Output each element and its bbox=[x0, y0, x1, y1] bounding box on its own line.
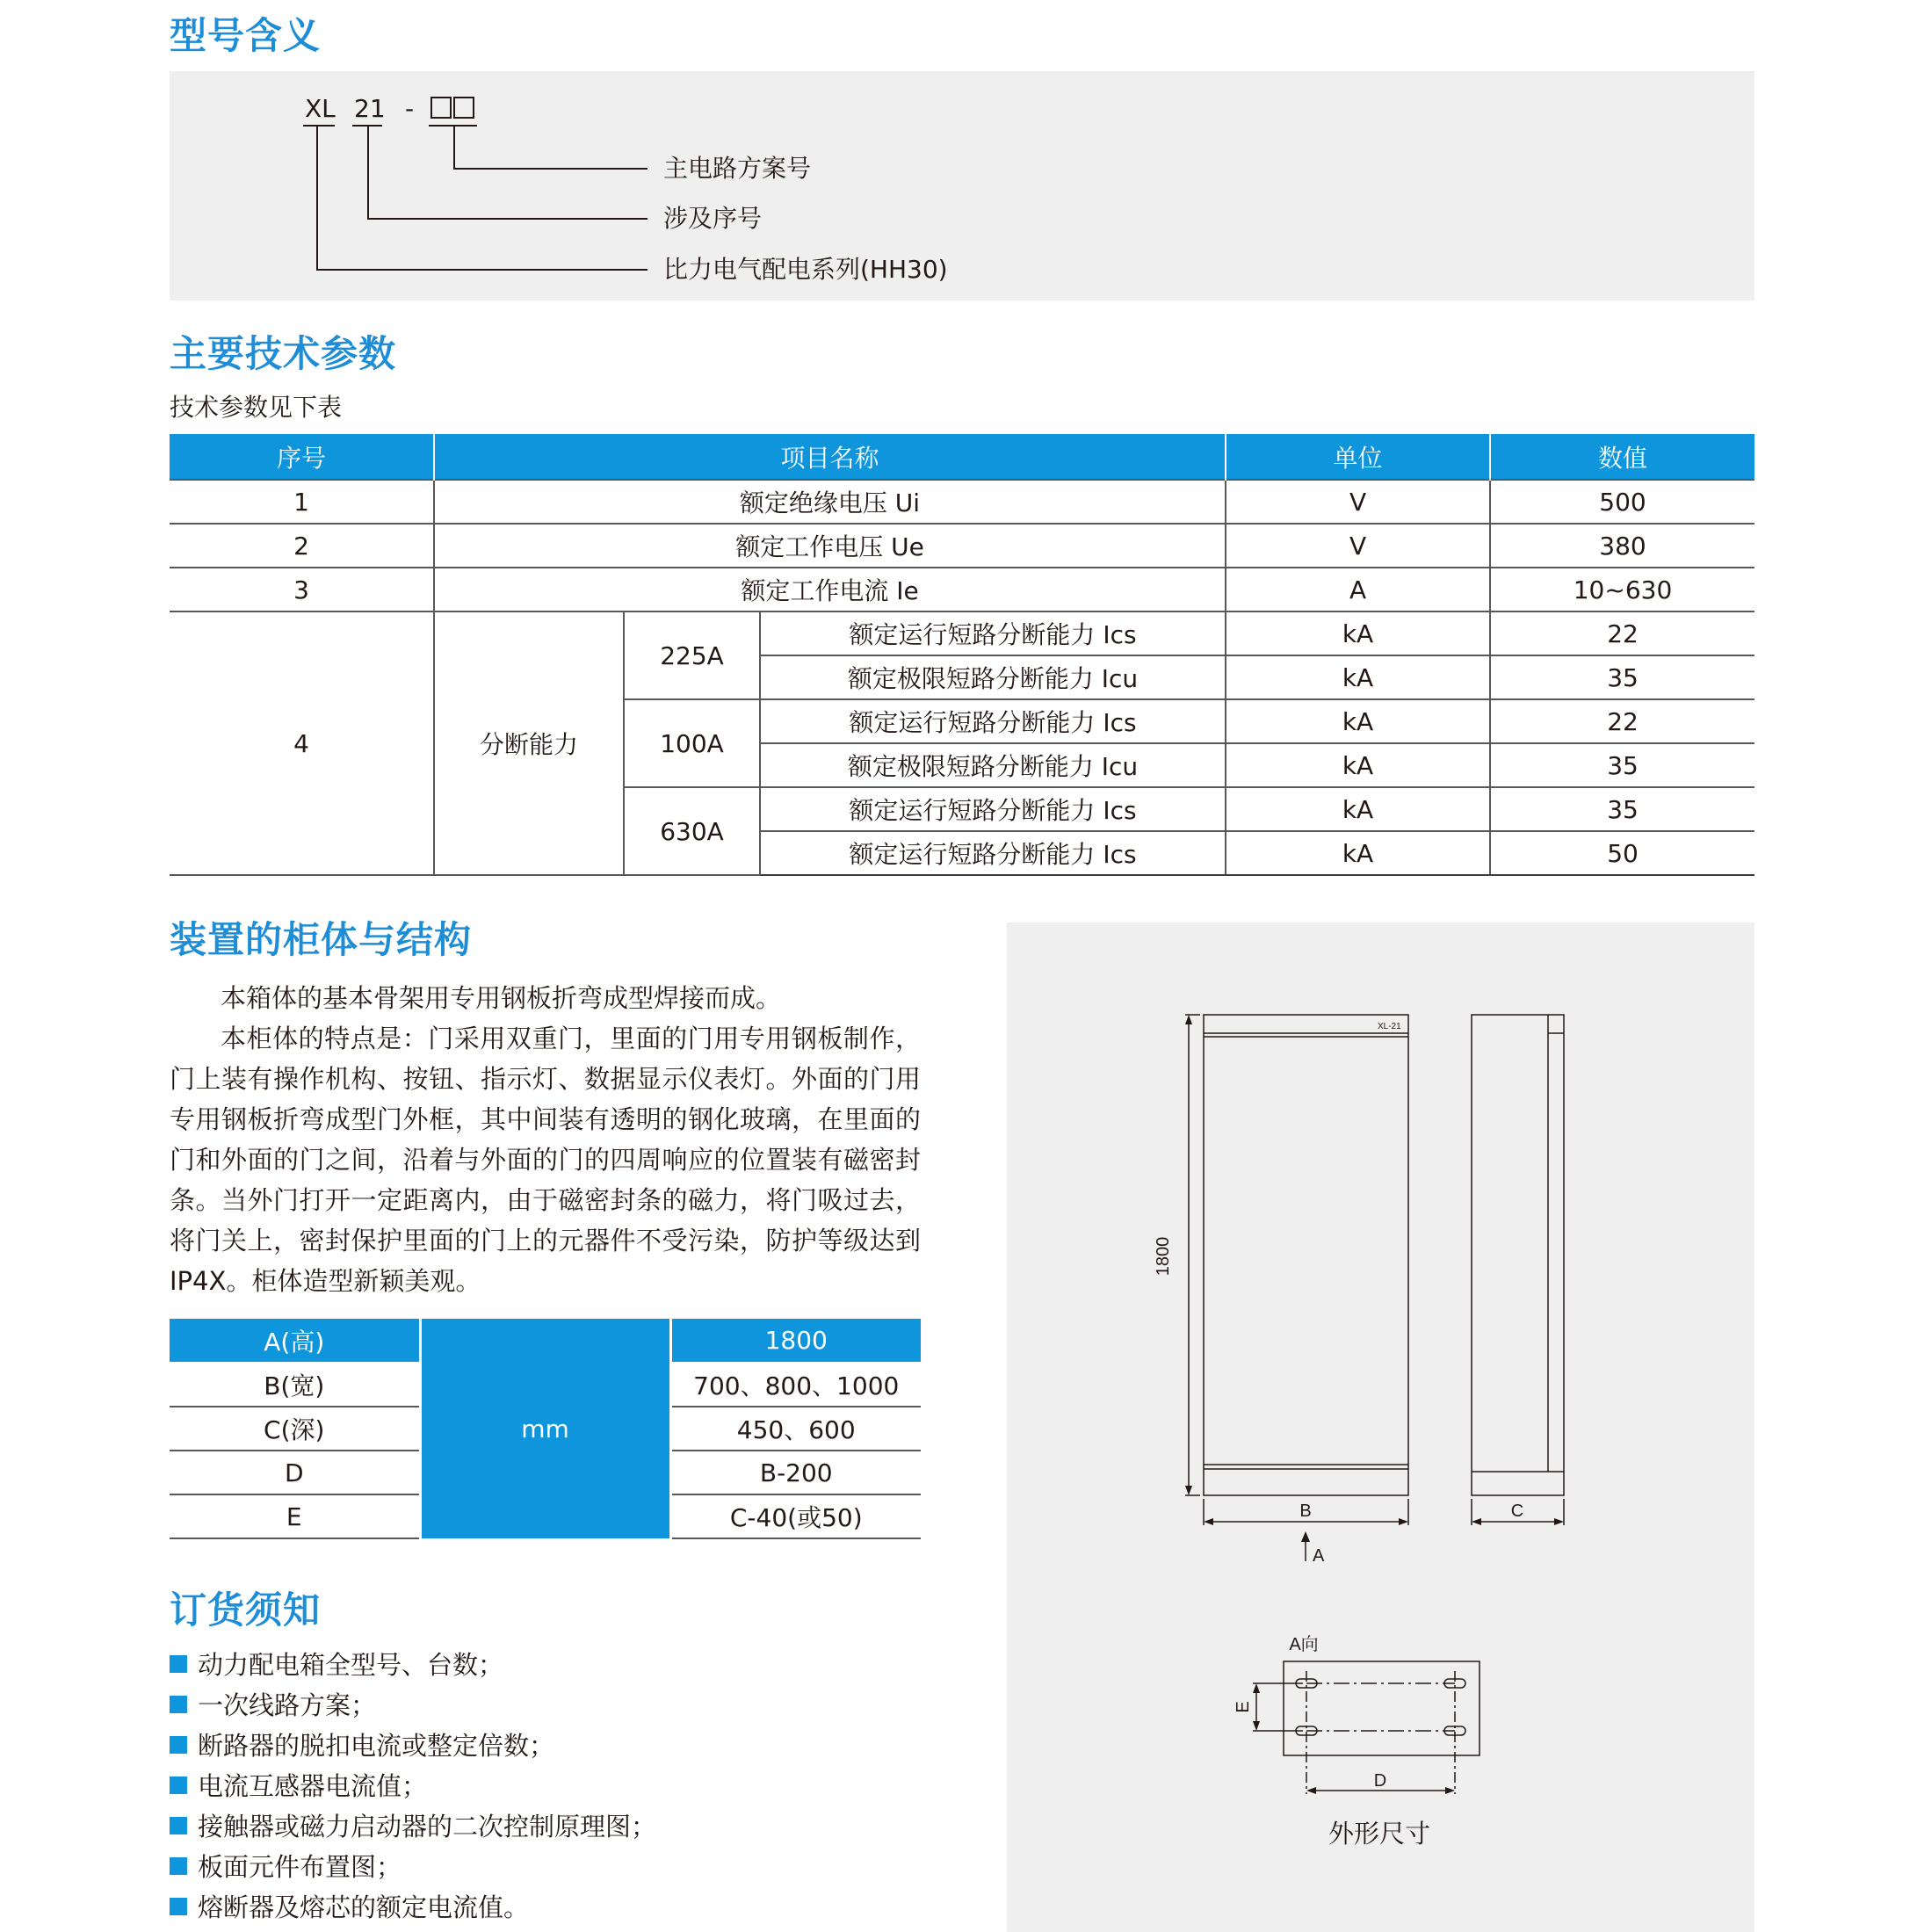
params-title: 主要技术参数 bbox=[170, 332, 397, 375]
cell-value: 50 bbox=[1490, 831, 1754, 875]
dim-value: 450、600 bbox=[670, 1407, 921, 1451]
cell-name: 额定运行短路分断能力 Ics bbox=[760, 699, 1226, 743]
list-item bbox=[170, 1888, 529, 1924]
model-code-box-1 bbox=[430, 97, 452, 119]
cell-unit: kA bbox=[1226, 743, 1490, 787]
d-arrow-right bbox=[1445, 1787, 1455, 1794]
outline-drawing-panel bbox=[1007, 923, 1754, 1932]
cell-no: 3 bbox=[170, 568, 434, 611]
dim-value: B-200 bbox=[670, 1451, 921, 1494]
cell-name: 额定运行短路分断能力 Ics bbox=[760, 831, 1226, 875]
leader-horizontal-2 bbox=[367, 218, 648, 220]
cell-breaking-group: 分断能力 bbox=[434, 611, 624, 875]
structure-title: 装置的柜体与结构 bbox=[170, 918, 473, 961]
cell-unit: kA bbox=[1226, 699, 1490, 743]
height-label: 1800 bbox=[1154, 1236, 1173, 1277]
header-no: 序号 bbox=[170, 434, 434, 480]
bullet-square-icon bbox=[170, 1696, 187, 1713]
list-item bbox=[170, 1807, 656, 1843]
table-row bbox=[170, 611, 1754, 655]
plan-view-label: A向 bbox=[1289, 1635, 1319, 1654]
leader-horizontal-1 bbox=[453, 168, 648, 170]
header-value: 数值 bbox=[1490, 434, 1754, 480]
cell-name: 额定工作电压 Ue bbox=[434, 524, 1226, 568]
table-row bbox=[170, 524, 1754, 568]
height-arrow-top bbox=[1185, 1015, 1192, 1024]
table-row bbox=[170, 480, 1754, 524]
cell-value: 10~630 bbox=[1490, 568, 1754, 611]
leader-horizontal-3 bbox=[316, 269, 648, 271]
view-arrow-label: A bbox=[1313, 1546, 1325, 1566]
dim-unit: mm bbox=[420, 1319, 670, 1538]
params-table bbox=[170, 434, 1754, 876]
model-meaning-title: 型号含义 bbox=[170, 14, 322, 57]
view-arrow-head bbox=[1301, 1531, 1310, 1542]
cell-name: 额定绝缘电压 Ui bbox=[434, 480, 1226, 524]
cell-unit: kA bbox=[1226, 611, 1490, 655]
table-row bbox=[170, 1319, 921, 1363]
cell-unit: V bbox=[1226, 480, 1490, 524]
list-item bbox=[170, 1686, 376, 1722]
drawing-caption: 外形尺寸 bbox=[1328, 1819, 1431, 1849]
order-item-text: 一次线路方案； bbox=[198, 1690, 377, 1720]
leader-vertical-1 bbox=[453, 127, 455, 170]
bullet-square-icon bbox=[170, 1898, 187, 1915]
cell-no: 1 bbox=[170, 480, 434, 524]
dimensions-table bbox=[170, 1319, 921, 1539]
cell-no: 4 bbox=[170, 611, 434, 875]
model-code-box-2 bbox=[453, 97, 474, 119]
model-code-21: 21 bbox=[354, 94, 386, 123]
list-item bbox=[170, 1848, 402, 1884]
width-arrow-right bbox=[1399, 1518, 1408, 1525]
bullet-square-icon bbox=[170, 1655, 187, 1673]
width-label: B bbox=[1299, 1501, 1312, 1521]
bullet-square-icon bbox=[170, 1857, 187, 1875]
cell-value: 35 bbox=[1490, 655, 1754, 699]
structure-paragraph-1: 本箱体的基本骨架用专用钢板折弯成型焊接而成。 bbox=[221, 983, 782, 1013]
e-arrow-bottom bbox=[1253, 1721, 1260, 1731]
e-arrow-top bbox=[1253, 1683, 1260, 1693]
legend-main-circuit: 主电路方案号 bbox=[663, 154, 812, 183]
depth-arrow-left bbox=[1472, 1518, 1481, 1525]
d-label: D bbox=[1373, 1771, 1387, 1791]
cell-rating-current: 630A bbox=[624, 787, 760, 875]
dim-label: A(高) bbox=[170, 1319, 420, 1363]
cell-name: 额定运行短路分断能力 Ics bbox=[760, 787, 1226, 831]
header-unit: 单位 bbox=[1226, 434, 1490, 480]
leader-vertical-2 bbox=[367, 127, 369, 220]
cell-name: 额定运行短路分断能力 Ics bbox=[760, 611, 1226, 655]
bullet-square-icon bbox=[170, 1736, 187, 1754]
cell-value: 380 bbox=[1490, 524, 1754, 568]
cell-value: 35 bbox=[1490, 743, 1754, 787]
cell-unit: kA bbox=[1226, 831, 1490, 875]
cell-rating-current: 100A bbox=[624, 699, 760, 787]
cell-no: 2 bbox=[170, 524, 434, 568]
list-item bbox=[170, 1726, 554, 1762]
leader-vertical-3 bbox=[316, 127, 318, 271]
cell-name: 额定极限短路分断能力 Icu bbox=[760, 655, 1226, 699]
plan-view-outline bbox=[1284, 1661, 1480, 1755]
depth-arrow-right bbox=[1554, 1518, 1564, 1525]
table-row bbox=[170, 568, 1754, 611]
params-intro: 技术参数见下表 bbox=[170, 393, 343, 422]
header-item: 项目名称 bbox=[434, 434, 1226, 480]
cell-value: 500 bbox=[1490, 480, 1754, 524]
structure-paragraph-2: 本柜体的特点是：门采用双重门，里面的门用专用钢板制作，门上装有操作机构、按钮、指示灯、数据显示仪表灯。外面的门用专用钢板折弯成型门外框，其中间装有透明的钢化玻璃，在里面的门和外面的门之间，沿着与外面的门的四周响应的位置装有磁密封条。当外门打开一定距离内，由于磁密封条的磁力，将门吸过去，将门关上，密封保护里面的门上的元器件不受污染，防护等级达到 IP4X。柜体造型新颖美观。 bbox=[170, 1024, 921, 1296]
order-title: 订货须知 bbox=[170, 1588, 322, 1632]
legend-series: 比力电气配电系列(HH30) bbox=[663, 255, 948, 284]
cell-value: 22 bbox=[1490, 699, 1754, 743]
underline-xl bbox=[303, 125, 335, 127]
dim-value: 700、800、1000 bbox=[670, 1363, 921, 1407]
outline-drawing bbox=[1007, 923, 1754, 1932]
order-item-text: 熔断器及熔芯的额定电流值。 bbox=[198, 1892, 530, 1922]
model-meaning-panel bbox=[170, 71, 1754, 300]
list-item bbox=[170, 1767, 427, 1803]
width-arrow-left bbox=[1204, 1518, 1213, 1525]
dim-label: D bbox=[170, 1451, 420, 1494]
front-view-outline bbox=[1204, 1015, 1408, 1495]
bullet-square-icon bbox=[170, 1817, 187, 1834]
cell-unit: V bbox=[1226, 524, 1490, 568]
e-label: E bbox=[1234, 1701, 1253, 1713]
bullet-square-icon bbox=[170, 1776, 187, 1794]
cell-name: 额定工作电流 Ie bbox=[434, 568, 1226, 611]
order-item-text: 接触器或磁力启动器的二次控制原理图； bbox=[198, 1812, 657, 1842]
order-item-text: 动力配电箱全型号、台数； bbox=[198, 1650, 504, 1680]
d-arrow-left bbox=[1306, 1787, 1316, 1794]
cell-unit: A bbox=[1226, 568, 1490, 611]
dim-label: C(深) bbox=[170, 1407, 420, 1451]
nameplate-label: XL-21 bbox=[1378, 1022, 1401, 1031]
dim-value: 1800 bbox=[670, 1319, 921, 1363]
order-item-text: 电流互感器电流值； bbox=[198, 1771, 428, 1801]
cell-rating-current: 225A bbox=[624, 611, 760, 699]
depth-label: C bbox=[1510, 1501, 1524, 1521]
legend-design-number: 涉及序号 bbox=[663, 204, 763, 233]
list-item bbox=[170, 1646, 503, 1682]
side-view-outline bbox=[1472, 1015, 1564, 1495]
model-code-xl: XL bbox=[305, 94, 336, 123]
params-header-row bbox=[170, 434, 1754, 480]
model-code-dash: - bbox=[405, 94, 415, 123]
order-item-text: 断路器的脱扣电流或整定倍数； bbox=[198, 1731, 555, 1761]
dim-value: C-40(或50) bbox=[670, 1494, 921, 1538]
cell-value: 22 bbox=[1490, 611, 1754, 655]
order-item-text: 板面元件布置图； bbox=[198, 1852, 402, 1882]
cell-name: 额定极限短路分断能力 Icu bbox=[760, 743, 1226, 787]
cell-unit: kA bbox=[1226, 655, 1490, 699]
cell-value: 35 bbox=[1490, 787, 1754, 831]
dim-label: B(宽) bbox=[170, 1363, 420, 1407]
height-arrow-bottom bbox=[1185, 1486, 1192, 1495]
cell-unit: kA bbox=[1226, 787, 1490, 831]
dim-label: E bbox=[170, 1494, 420, 1538]
